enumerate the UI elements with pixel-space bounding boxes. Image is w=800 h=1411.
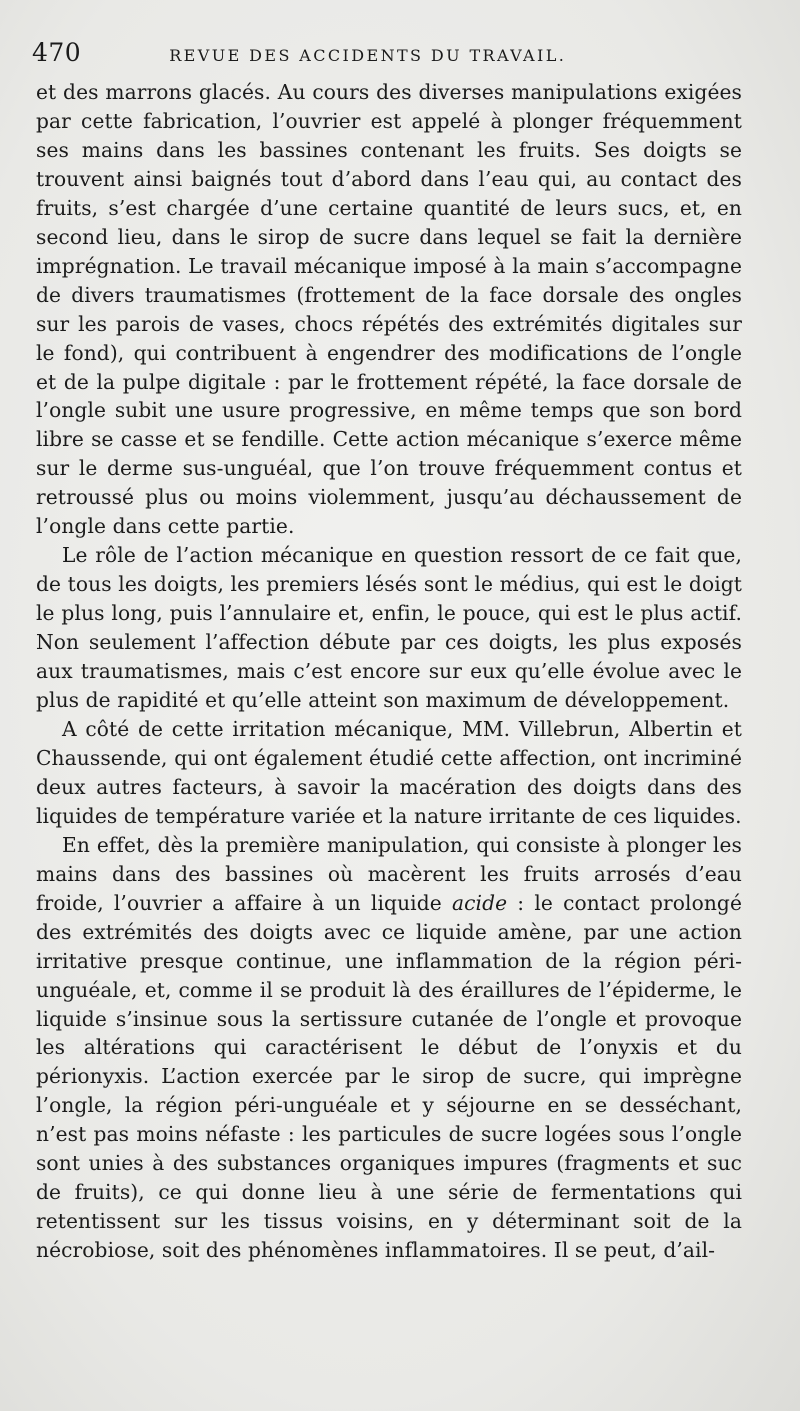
body-text: [36, 78, 742, 1265]
italic-term-acide: acide: [451, 890, 508, 915]
page-number: 470: [32, 38, 82, 67]
paragraph-other-factors: A côté de cette irritation mécanique, MM. Villebrun, Albertin et Chaussende, qui ont également étudié cette affection, ont incriminé deux autres facteurs, à savoir la macération des doigts dans des liquides de température variée et la nature irritante de ces liquides.: [36, 716, 742, 828]
running-title: REVUE DES ACCIDENTS DU TRAVAIL.: [169, 46, 567, 65]
paragraph-acid-liquid: [36, 831, 742, 1265]
page-header: [32, 38, 752, 68]
paragraph-mechanical-role: Le rôle de l’action mécanique en question ressort de ce fait que, de tous les doigts, les premiers lésés sont le médius, qui est le doigt le plus long, puis l’annulaire et, enfin, le pouce, qui est le plus actif. Non seulement l’affection débute par ces doigts, les plus exposés aux traumatismes, mais c’est encore sur eux qu’elle évolue avec le plus de rapidité et qu’elle atteint son maximum de développement.: [36, 543, 742, 713]
paragraph-text-before: En effet, dès la première manipulation, qui consiste à plonger les mains dans des bassines où macèrent les fruits arrosés d’eau froide, l’ouvrier a affaire à un liquide: [36, 832, 742, 915]
paragraph-text-after: : le contact prolongé des extrémités des doigts avec ce liquide amène, par une action irritative presque continue, une inflammation de la région péri-unguéale, et, comme il se produit là des éraillures de l’épiderme, le liquide s’insinue sous la sertissure cutanée de l’ongle et provoque les altérations qui caractérisent le début de l’onyxis et du périonyxis. L’action exercée par le sirop de sucre, qui imprègne l’ongle, la région péri-unguéale et y séjourne en se desséchant, n’est pas moins néfaste : les particules de sucre logées sous l’ongle sont unies à des substances organiques impures (fragments et suc de fruits), ce qui donne lieu à une série de fermentations qui retentissent sur les tissus voisins, en y déterminant soit de la nécrobiose, soit des phénomènes inflammatoires. Il se peut, d’ail-: [36, 890, 743, 1263]
paragraph-continuation: et des marrons glacés. Au cours des diverses manipulations exigées par cette fabrication, l’ouvrier est appelé à plonger fréquemment ses mains dans les bassines contenant les fruits. Ses doigts se trouvent ainsi baignés tout d’abord dans l’eau qui, au contact des fruits, s’est chargée d’une certaine quantité de leurs sucs, et, en second lieu, dans le sirop de sucre dans lequel se fait la dernière imprégnation. Le travail mécanique imposé à la main s’accompagne de divers traumatismes (frottement de la face dorsale des ongles sur les parois de vases, chocs répétés des extrémités digitales sur le fond), qui contribuent à engendrer des modifications de l’ongle et de la pulpe digitale : par le frottement répété, la face dorsale de l’ongle subit une usure progressive, en même temps que son bord libre se casse et se fendille. Cette action mécanique s’exerce même sur le derme sus-unguéal, que l’on trouve fréquemment contus et retroussé plus ou moins violemment, jusqu’au déchaussement de l’ongle dans cette partie.: [36, 80, 742, 539]
